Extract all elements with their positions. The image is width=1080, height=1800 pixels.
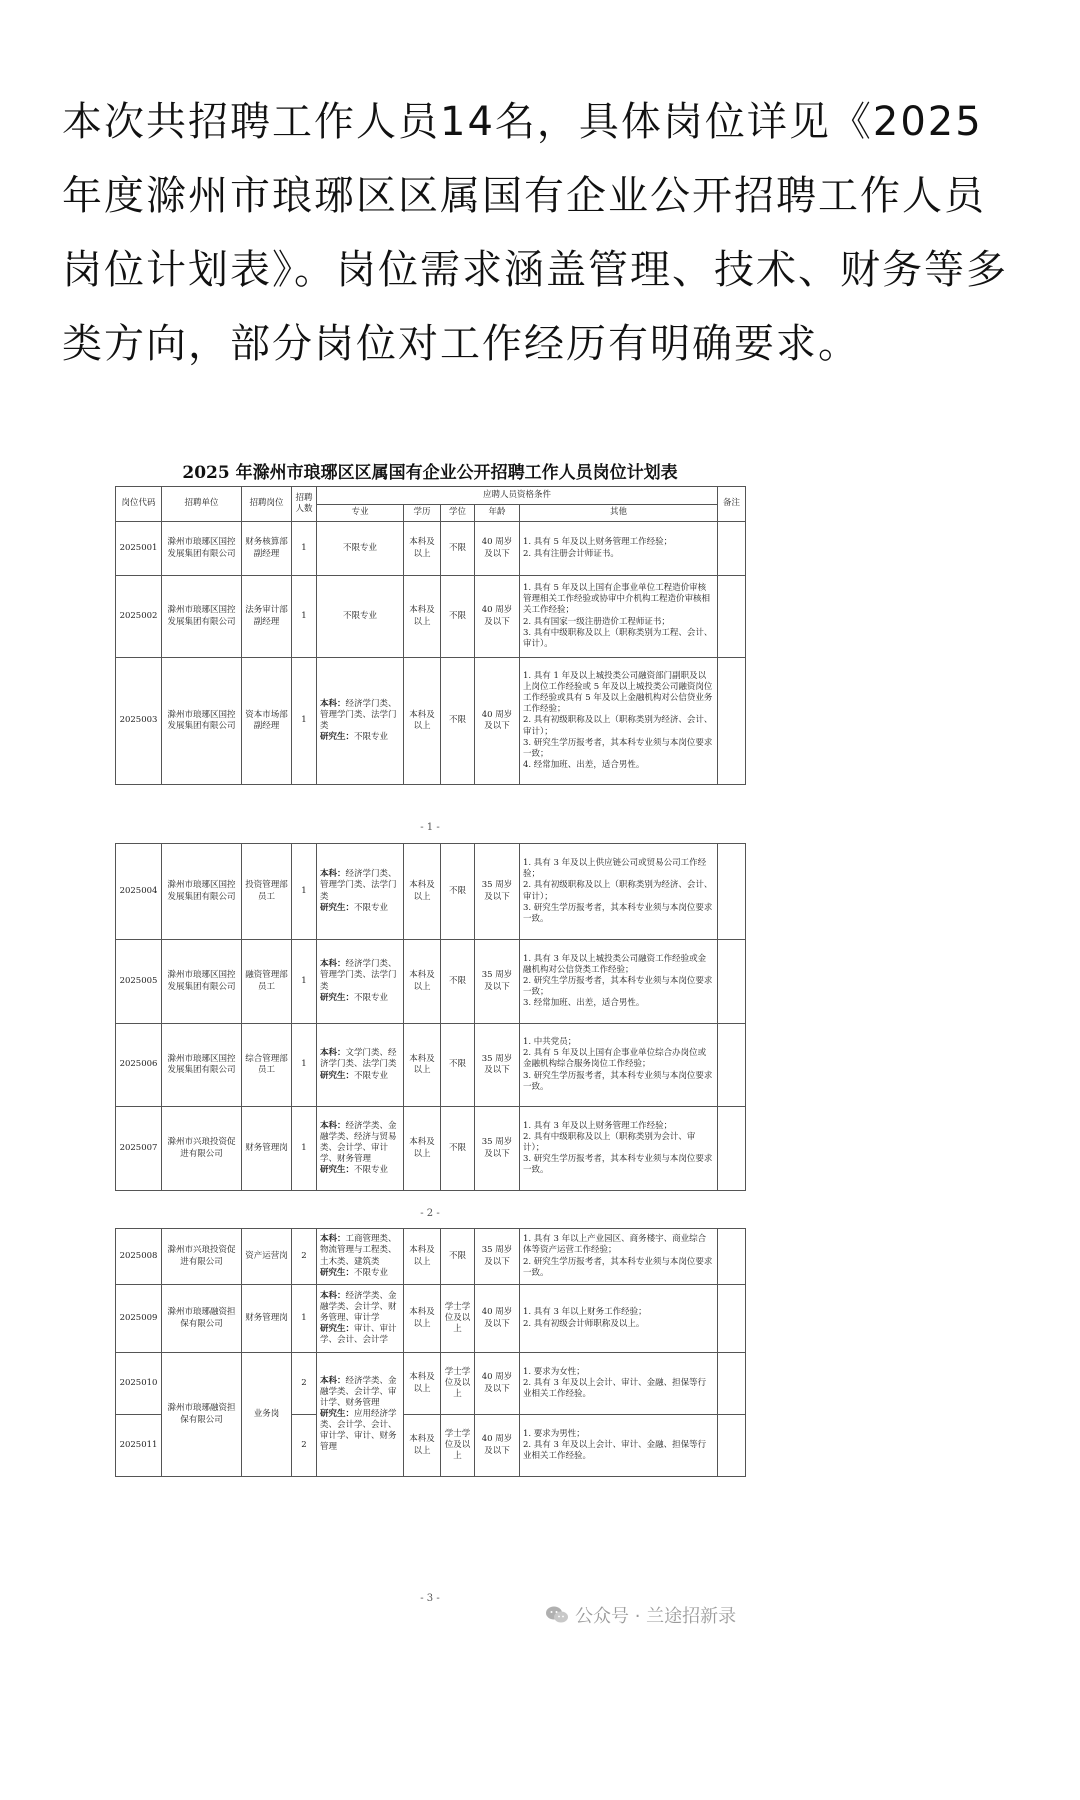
header-major: 专业 — [317, 505, 404, 522]
cell-unit: 滁州市兴琅投资促进有限公司 — [162, 1107, 242, 1191]
cell-education: 本科及以上 — [404, 1353, 441, 1415]
cell-education: 本科及以上 — [404, 1107, 441, 1191]
table-row — [116, 1353, 746, 1415]
cell-count: 1 — [292, 1107, 317, 1191]
watermark-text: 公众号 · 兰途招新录 — [575, 1606, 737, 1627]
cell-count: 2 — [292, 1353, 317, 1415]
cell-code: 2025005 — [116, 940, 162, 1024]
table-row — [116, 1024, 746, 1107]
cell-age: 35 周岁及以下 — [475, 1229, 520, 1285]
cell-major — [317, 1229, 404, 1285]
cell-age: 40 周岁及以下 — [475, 658, 520, 785]
cell-unit: 滁州市琅琊区国控发展集团有限公司 — [162, 522, 242, 576]
cell-degree: 不限 — [441, 658, 475, 785]
cell-education: 本科及以上 — [404, 658, 441, 785]
cell-post: 业务岗 — [242, 1353, 292, 1477]
major-pg: 不限专业 — [354, 732, 389, 743]
cell-count: 1 — [292, 844, 317, 940]
watermark — [545, 1602, 736, 1628]
cell-unit: 滁州市琅琊区国控发展集团有限公司 — [162, 576, 242, 658]
cell-education: 本科及以上 — [404, 576, 441, 658]
cell-code: 2025002 — [116, 576, 162, 658]
cell-post: 财务管理岗 — [242, 1107, 292, 1191]
cell-remark — [718, 1285, 746, 1353]
cell-code: 2025007 — [116, 1107, 162, 1191]
cell-count: 1 — [292, 576, 317, 658]
cell-degree: 不限 — [441, 844, 475, 940]
cell-remark — [718, 1353, 746, 1415]
cell-count: 1 — [292, 658, 317, 785]
cell-age: 40 周岁及以下 — [475, 1285, 520, 1353]
cell-major — [317, 844, 404, 940]
header-post: 招聘岗位 — [242, 487, 292, 522]
cell-code: 2025003 — [116, 658, 162, 785]
cell-major — [317, 1353, 404, 1477]
cell-age: 35 周岁及以下 — [475, 1107, 520, 1191]
cell-age: 40 周岁及以下 — [475, 576, 520, 658]
cell-major — [317, 1107, 404, 1191]
header-age: 年龄 — [475, 505, 520, 522]
major-ug-label: 本科： — [320, 1375, 346, 1386]
cell-count: 2 — [292, 1229, 317, 1285]
cell-code: 2025010 — [116, 1353, 162, 1415]
major-pg: 不限专业 — [354, 902, 389, 913]
cell-count: 2 — [292, 1415, 317, 1477]
major-ug-label: 本科： — [320, 698, 346, 709]
cell-other: 1. 具有 3 年以上财务工作经验； 2. 具有初级会计师职称及以上。 — [520, 1285, 718, 1353]
cell-post: 财务管理岗 — [242, 1285, 292, 1353]
cell-remark — [718, 844, 746, 940]
header-unit: 招聘单位 — [162, 487, 242, 522]
plan-table-page-1 — [115, 486, 745, 785]
page-number: - 2 - — [420, 1208, 440, 1219]
cell-other: 1. 具有 5 年及以上国有企事业单位工程造价审核管理相关工作经验或协审中介机构工程造价审核相关工作经验； 2. 具有国家一级注册造价工程师证书； 3. 具有中级职称及以上（职称类别为工程、会计、审计）。 — [520, 576, 718, 658]
cell-unit: 滁州市琅琊区国控发展集团有限公司 — [162, 658, 242, 785]
major-ug-label: 本科： — [320, 1120, 346, 1131]
cell-degree: 学士学位及以上 — [441, 1415, 475, 1477]
cell-other: 1. 具有 1 年及以上城投类公司融资部门副职及以上岗位工作经验或 5 年及以上城投类公司融资岗位工作经验或具有 5 年及以上金融机构对公信贷业务工作经验； 2. 具有初级职称及以上（职称类别为经济、会计、审计）； 3. 研究生学历报考者，其本科专业须与本岗位要求一致； 4. 经常加班、出差，适合男性。 — [520, 658, 718, 785]
header-count: 招聘人数 — [292, 487, 317, 522]
cell-other: 1. 具有 3 年及以上财务管理工作经验； 2. 具有中级职称及以上（职称类别为会计、审计）； 3. 研究生学历报考者，其本科专业须与本岗位要求一致。 — [520, 1107, 718, 1191]
cell-degree: 不限 — [441, 522, 475, 576]
major-pg: 不限专业 — [354, 1070, 389, 1081]
cell-degree: 学士学位及以上 — [441, 1285, 475, 1353]
table-row — [116, 940, 746, 1024]
cell-other: 1. 中共党员； 2. 具有 5 年及以上国有企事业单位综合办岗位或金融机构综合服务岗位工作经验； 3. 研究生学历报考者，其本科专业须与本岗位要求一致。 — [520, 1024, 718, 1107]
major-pg-label: 研究生： — [320, 1324, 355, 1335]
cell-remark — [718, 522, 746, 576]
table-row — [116, 844, 746, 940]
cell-degree: 学士学位及以上 — [441, 1353, 475, 1415]
page-number: - 1 - — [420, 822, 440, 833]
cell-remark — [718, 576, 746, 658]
cell-education: 本科及以上 — [404, 844, 441, 940]
cell-unit: 滁州市琅琊融资担保有限公司 — [162, 1285, 242, 1353]
table-row — [116, 658, 746, 785]
major-ug: 经济学门类、管理学门类、法学门类 — [320, 959, 397, 992]
major-ug: 文学门类、经济学门类、法学门类 — [320, 1048, 397, 1070]
page-number: - 3 - — [420, 1593, 440, 1604]
cell-code: 2025009 — [116, 1285, 162, 1353]
cell-code: 2025011 — [116, 1415, 162, 1477]
cell-code: 2025006 — [116, 1024, 162, 1107]
major-ug: 经济学类、金融学类、会计学、审计学、财务管理 — [320, 1375, 397, 1408]
cell-other: 1. 要求为男性； 2. 具有 3 年及以上会计、审计、金融、担保等行业相关工作经验。 — [520, 1415, 718, 1477]
major-pg-label: 研究生： — [320, 1165, 355, 1176]
header-degree: 学位 — [441, 505, 475, 522]
major-pg-label: 研究生： — [320, 992, 355, 1003]
header-code: 岗位代码 — [116, 487, 162, 522]
cell-other: 1. 具有 5 年及以上财务管理工作经验； 2. 具有注册会计师证书。 — [520, 522, 718, 576]
cell-unit: 滁州市兴琅投资促进有限公司 — [162, 1229, 242, 1285]
intro-paragraph: 本次共招聘工作人员14名，具体岗位详见《2025年度滁州市琅琊区区属国有企业公开招聘工作人员岗位计划表》。岗位需求涵盖管理、技术、财务等多类方向，部分岗位对工作经历有明确要求。 — [62, 99, 1008, 367]
cell-degree: 不限 — [441, 576, 475, 658]
cell-remark — [718, 1024, 746, 1107]
cell-remark — [718, 1229, 746, 1285]
major-pg-label: 研究生： — [320, 1070, 355, 1081]
major-ug: 经济学类、金融学类、经济与贸易类、会计学、审计学、财务管理 — [320, 1120, 397, 1165]
cell-major — [317, 658, 404, 785]
cell-age: 40 周岁及以下 — [475, 522, 520, 576]
cell-count: 1 — [292, 522, 317, 576]
cell-age: 40 周岁及以下 — [475, 1353, 520, 1415]
wechat-icon — [545, 1605, 569, 1625]
table-row — [116, 1229, 746, 1285]
cell-degree: 不限 — [441, 1024, 475, 1107]
major-pg: 不限专业 — [354, 1267, 389, 1278]
major-ug-label: 本科： — [320, 869, 346, 880]
cell-major: 不限专业 — [317, 522, 404, 576]
major-pg-label: 研究生： — [320, 902, 355, 913]
cell-code: 2025001 — [116, 522, 162, 576]
cell-education: 本科及以上 — [404, 1415, 441, 1477]
cell-post: 资产运营岗 — [242, 1229, 292, 1285]
cell-age: 35 周岁及以下 — [475, 844, 520, 940]
major-ug-label: 本科： — [320, 1290, 346, 1301]
cell-education: 本科及以上 — [404, 522, 441, 576]
cell-count: 1 — [292, 1024, 317, 1107]
cell-education: 本科及以上 — [404, 1229, 441, 1285]
cell-unit: 滁州市琅琊区国控发展集团有限公司 — [162, 844, 242, 940]
cell-remark — [718, 658, 746, 785]
plan-table-page-2 — [115, 843, 745, 1191]
cell-count: 1 — [292, 940, 317, 1024]
plan-table-page-3 — [115, 1228, 745, 1477]
major-pg-label: 研究生： — [320, 1408, 355, 1419]
header-education: 学历 — [404, 505, 441, 522]
major-ug: 经济学类、金融学类、会计学、财务管理、审计学 — [320, 1290, 397, 1323]
cell-post: 投资管理部员工 — [242, 844, 292, 940]
cell-post: 综合管理部员工 — [242, 1024, 292, 1107]
major-ug-label: 本科： — [320, 959, 346, 970]
cell-remark — [718, 1415, 746, 1477]
cell-remark — [718, 940, 746, 1024]
cell-age: 35 周岁及以下 — [475, 940, 520, 1024]
cell-unit: 滁州市琅琊区国控发展集团有限公司 — [162, 940, 242, 1024]
cell-major: 不限专业 — [317, 576, 404, 658]
cell-code: 2025008 — [116, 1229, 162, 1285]
cell-degree: 不限 — [441, 1107, 475, 1191]
cell-major — [317, 940, 404, 1024]
major-ug: 经济学门类、管理学门类、法学门类 — [320, 869, 397, 902]
table-row — [116, 522, 746, 576]
cell-other: 1. 具有 3 年以上产业园区、商务楼宇、商业综合体等资产运营工作经验； 2. 研究生学历报考者，其本科专业须与本岗位要求一致。 — [520, 1229, 718, 1285]
major-ug-label: 本科： — [320, 1234, 346, 1245]
major-pg: 不限专业 — [354, 992, 389, 1003]
cell-count: 1 — [292, 1285, 317, 1353]
header-other: 其他 — [520, 505, 718, 522]
cell-post: 融资管理部员工 — [242, 940, 292, 1024]
cell-education: 本科及以上 — [404, 1024, 441, 1107]
cell-other: 1. 具有 3 年及以上城投类公司融资工作经验或金融机构对公信贷类工作经验； 2. 研究生学历报考者，其本科专业须与本岗位要求一致； 3. 经常加班、出差，适合男性。 — [520, 940, 718, 1024]
cell-age: 40 周岁及以下 — [475, 1415, 520, 1477]
major-ug-label: 本科： — [320, 1048, 346, 1059]
major-ug: 经济学门类、管理学门类、法学门类 — [320, 698, 397, 731]
table-row — [116, 576, 746, 658]
cell-remark — [718, 1107, 746, 1191]
cell-other: 1. 要求为女性； 2. 具有 3 年及以上会计、审计、金融、担保等行业相关工作经验。 — [520, 1353, 718, 1415]
cell-unit: 滁州市琅琊融资担保有限公司 — [162, 1353, 242, 1477]
major-pg: 不限专业 — [354, 1165, 389, 1176]
cell-code: 2025004 — [116, 844, 162, 940]
table-row — [116, 1107, 746, 1191]
major-pg: 应用经济学类、会计学、会计、审计学、审计、财务管理 — [320, 1408, 397, 1453]
header-qualifications: 应聘人员资格条件 — [317, 487, 718, 505]
cell-post: 财务核算部副经理 — [242, 522, 292, 576]
cell-age: 35 周岁及以下 — [475, 1024, 520, 1107]
cell-major — [317, 1024, 404, 1107]
major-pg-label: 研究生： — [320, 1267, 355, 1278]
cell-post: 资本市场部副经理 — [242, 658, 292, 785]
major-pg-label: 研究生： — [320, 732, 355, 743]
cell-other: 1. 具有 3 年及以上供应链公司或贸易公司工作经验； 2. 具有初级职称及以上（职称类别为经济、会计、审计）； 3. 研究生学历报考者，其本科专业须与本岗位要求一致。 — [520, 844, 718, 940]
cell-major — [317, 1285, 404, 1353]
table-row — [116, 1285, 746, 1353]
document-title: 2025 年滁州市琅琊区区属国有企业公开招聘工作人员岗位计划表 — [182, 463, 678, 483]
cell-education: 本科及以上 — [404, 1285, 441, 1353]
cell-education: 本科及以上 — [404, 940, 441, 1024]
cell-degree: 不限 — [441, 1229, 475, 1285]
cell-degree: 不限 — [441, 940, 475, 1024]
cell-post: 法务审计部副经理 — [242, 576, 292, 658]
major-ug: 工商管理类、物流管理与工程类、土木类、建筑类 — [320, 1234, 397, 1267]
cell-unit: 滁州市琅琊区国控发展集团有限公司 — [162, 1024, 242, 1107]
major-pg: 审计、审计学、会计、会计学 — [320, 1324, 397, 1346]
header-remark: 备注 — [718, 487, 746, 522]
